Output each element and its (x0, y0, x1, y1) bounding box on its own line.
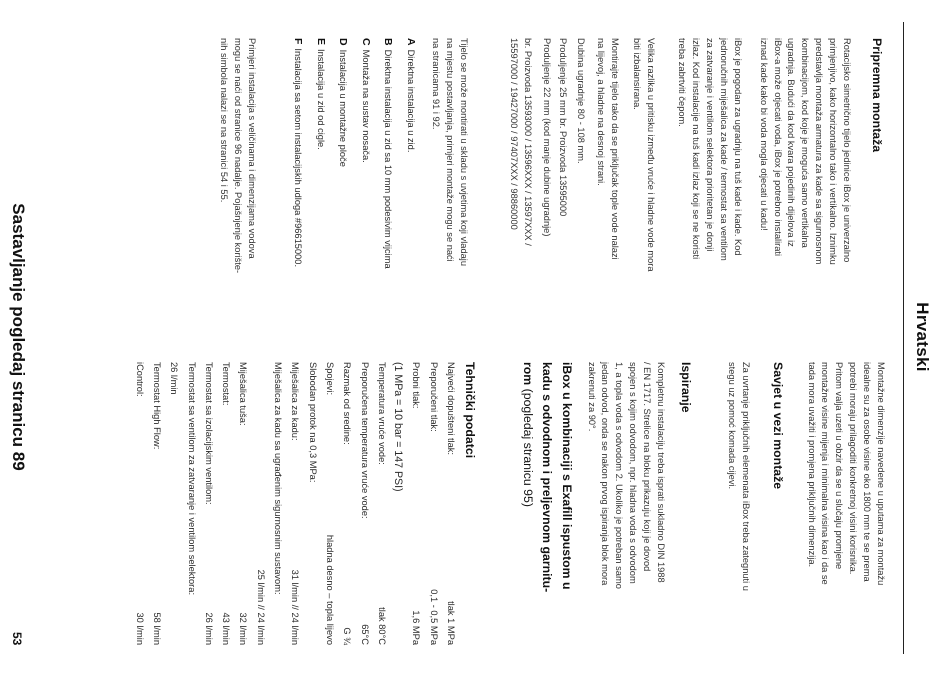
paragraph-extension-22 (539, 38, 553, 310)
table-row (127, 362, 144, 645)
paragraph-intro (756, 38, 853, 310)
text-line: Kompletnu instalaciju treba isprati sukladno DIN 1988 (656, 362, 666, 583)
paragraph-pressure (629, 38, 657, 310)
heading-exafill (516, 362, 575, 645)
spec-label: iControl: (134, 362, 145, 397)
spec-label: 26 l/min (169, 362, 180, 395)
text-line: idealne su za osobe visine oko 1800 mm te se prema (862, 362, 873, 582)
spec-value: hladna desno – topla lijevo (324, 534, 335, 645)
technical-data-table (127, 362, 456, 645)
paragraph-body-mounting (428, 38, 470, 310)
text-line: predstavlja montaža armatura za kade sa sigurnosnom (814, 38, 825, 265)
text-line: na lijevoj, a hladne na desnoj strani. (596, 38, 607, 186)
text-line: br. Proizvoda 13593000 / 13596XXX / 13597XXX / (523, 38, 533, 246)
spec-value: 43 l/min (221, 612, 232, 645)
table-row (179, 362, 196, 645)
spec-label: Termostat: (221, 362, 232, 406)
list-item (395, 38, 418, 310)
spec-label: Najveći dopušteni tlak: (446, 362, 456, 456)
table-row (231, 362, 248, 645)
spec-value: 25 l/min // 24 l/min (255, 569, 266, 645)
text-line: primjenjivo, kako horizontalno tako i vertikalno. Iznimku (828, 38, 839, 265)
spec-value: 58 l/min (151, 612, 162, 645)
spec-label: Preporučeni tlak: (428, 362, 439, 432)
text-line: za zatvaranje i ventilom selektora prioritetan je donji (705, 38, 716, 252)
text-line: mogu se naći od stranice 96 nadalje. Pojašnjenje korište- (233, 38, 244, 274)
text-line: iBox je pogodan za ugradnju na tuš kade i kade. Kod (733, 38, 743, 256)
spec-value: 1,6 MPa (411, 610, 422, 645)
paragraph-examples (216, 38, 258, 310)
table-row (266, 362, 283, 645)
text-line: Montažne dimenzije navedene u uputama za montažu (876, 362, 886, 586)
table-row (318, 362, 335, 645)
paragraph-ibox-usage (675, 38, 744, 310)
option-text: Instalacija u montažne ploče (338, 49, 349, 167)
spec-label: Termostat sa ventilom za zatvaranje i ventilom selektora: (186, 362, 197, 596)
spec-label: Miješalica tuša: (238, 362, 249, 426)
table-row (197, 362, 214, 645)
spec-value: G ¾ (342, 627, 353, 645)
text-line: zakrenuti za 90°. (586, 362, 597, 432)
table-row (300, 362, 317, 645)
text-line: Primjeri instalacija s veličinama i dimenzijama vodova (247, 38, 257, 259)
spec-label: Slobodan protok na 0,3 MPa: (307, 362, 318, 483)
spec-label: Razmak od sredine: (342, 362, 353, 445)
page-number: 53 (10, 632, 24, 646)
option-text: Instalacija sa setom instalacijskih udloga #96615000. (293, 48, 304, 268)
text-line: kombinacijom, kod koje je moguća samo vertikalna (800, 38, 811, 248)
text-line: Tijelo se može montirati u skladu s uvjetima koji vladaju (459, 38, 469, 267)
text-line: Montirajte tijelo tako da se priključak tople vode nalazi (610, 38, 620, 260)
text-line: Pritom valja uzeti u obzir da se u slučaju promjene (834, 362, 845, 570)
text-line: ugradnja. Budući da kod kvara pojedinih dijelova iz (786, 38, 797, 247)
table-row (214, 362, 231, 645)
list-item (282, 38, 305, 310)
spec-value: 65°C (359, 624, 370, 645)
option-text: Montaža na sustav nosača. (361, 49, 371, 163)
option-letter: D (337, 38, 350, 46)
spec-value: 0,1 - 0,5 MPa (428, 589, 439, 645)
option-text: Direktna instalacija u zid. (406, 49, 416, 153)
header-rule (903, 22, 904, 654)
table-row (439, 362, 456, 645)
text-line: tada mora uvažiti i promjena priključnih dimenzija. (806, 362, 817, 568)
paragraph-dimensions (804, 362, 887, 645)
table-row (387, 362, 404, 645)
heading-tehnicki-podatci: Tehnički podatci (463, 362, 477, 459)
spec-value: tlak 1 MPa (446, 601, 456, 645)
spec-value: tlak 80°C (376, 607, 387, 645)
text-line: Rotacijsko simetrično tijelo jedinice iBox je univerzalno (842, 38, 852, 263)
spec-label: Miješalica za kadu sa ugrađenim sigurnosnim sustavom: (273, 362, 284, 595)
paragraph-depth (573, 38, 587, 310)
paragraph-savjet (724, 362, 752, 645)
text-line: Produljenje 25 mm br. Proizvoda 13595000 (558, 38, 568, 217)
heading-line: rom (521, 362, 535, 386)
text-line: / EN 1717. Strelice na bloku prikazuju koji je dovod (642, 362, 653, 572)
spec-value: 30 l/min (134, 612, 145, 645)
spec-value: 26 l/min (203, 612, 214, 645)
paragraph-ispiranje (584, 362, 667, 645)
spec-value: 32 l/min (238, 612, 249, 645)
page-title: Hrvatski (913, 302, 932, 372)
list-item (327, 38, 350, 310)
text-line: potrebi moraju prilagoditi konkretnoj visini korisnika. (848, 362, 859, 575)
text-line: 15597000 / 19427000 / 97407XXX / 98860000 (509, 38, 520, 230)
option-letter: C (360, 38, 372, 46)
heading-line: kadu s odvodnom i preljevnom garnitu- (540, 362, 555, 593)
heading-pripremna-montaza: Pripremna montaža (870, 38, 884, 153)
table-row (248, 362, 265, 645)
table-row (370, 362, 387, 645)
text-line: Velika razlika u pritisku između vruće i hladne vode mora (646, 38, 656, 272)
heading-ispiranje: Ispiranje (679, 362, 693, 413)
table-row (145, 362, 162, 645)
spec-label: Termostat sa izolacijskim ventilom: (203, 362, 214, 505)
spec-label: Preporučena temperatura vruće vode: (359, 362, 370, 519)
text-line: biti izbalansirana. (632, 38, 643, 110)
text-line: nih simbola nalazi se na stranici 54 i 55. (219, 38, 230, 203)
table-row (162, 362, 179, 645)
option-text: Instalacija u zid od cigle. (316, 49, 326, 150)
text-line: jednoručnih miješalica za kade / termostat sa ventilom (719, 38, 730, 261)
text-line: izlaz. Kod instalacije na tuš kadi izlaz koji se ne koristi (691, 38, 702, 260)
list-item (350, 38, 373, 310)
footer-assembly-reference: Sastavljanje pogledaj stranicu 89 (9, 203, 28, 471)
text-line: stegu uz pomoć komada cijevi. (727, 362, 738, 490)
text-line: iBox-a može otjecati voda, iBox je potrebno instalirati (772, 38, 783, 257)
option-letter: E (315, 38, 327, 46)
text-line: Dubina ugradnje 80 - 108 mm. (576, 38, 586, 164)
text-line: jedan odvod, onda se nakon prvog ispiranja blok mora (600, 362, 611, 586)
spec-value: 31 l/min // 24 l/min (290, 569, 301, 645)
text-line: iznad kade kako bi voda mogla otjecati u kadu! (758, 38, 769, 231)
text-line: treba zabrtviti čepom. (677, 38, 688, 127)
spec-label: Miješalica za kadu: (290, 362, 301, 441)
heading-savjet: Savjet u vezi montaže (771, 362, 785, 490)
table-row (335, 362, 352, 645)
table-row (404, 362, 421, 645)
list-item (372, 38, 395, 310)
spec-label: Temperatura vruće vode: (376, 362, 387, 465)
option-text: Direktna instalacija u zid sa 10 mm podesivim vijcima (383, 49, 394, 269)
page-reference: (pogledaj stranicu 95) (521, 388, 535, 507)
text-line: spojen s kojim odvodom, npr. hladna voda s odvodom (628, 362, 639, 584)
spec-label: Probni tlak: (411, 362, 422, 409)
text-line: na mjestu postavljanja, primjeri montaže mogu se naći (445, 38, 456, 262)
spec-label: Termostat High Flow: (151, 362, 162, 450)
option-letter: A (405, 38, 417, 46)
spec-label: (1 MPa = 10 bar = 147 PSI) (392, 362, 405, 492)
text-line: na stranicama 91 i 92. (431, 38, 442, 130)
text-line: 1, a topla voda s odvodom 2. Ukoliko je potreban samo (614, 362, 625, 589)
spec-label: Spojevi: (324, 362, 335, 396)
text-line: Za uvrtanje priključnih elemenata iBox treba zategnuti u (741, 362, 751, 591)
table-row (421, 362, 438, 645)
paragraph-mounting (593, 38, 621, 310)
text-line: Produljenje 22 mm (kod manje dubine ugradnje) (542, 38, 552, 237)
text-line: montažne visine mijenja i minimalna visina kao i da se (820, 362, 831, 585)
table-row (352, 362, 369, 645)
table-row (283, 362, 300, 645)
heading-line: iBox u kombinaciji s Exafill ispustom u (560, 362, 574, 590)
list-item (305, 38, 328, 310)
option-letter: F (292, 38, 305, 45)
paragraph-extension-25 (555, 38, 569, 310)
paragraph-product-numbers (506, 38, 534, 310)
installation-options-list (282, 38, 417, 310)
option-letter: B (382, 38, 395, 46)
